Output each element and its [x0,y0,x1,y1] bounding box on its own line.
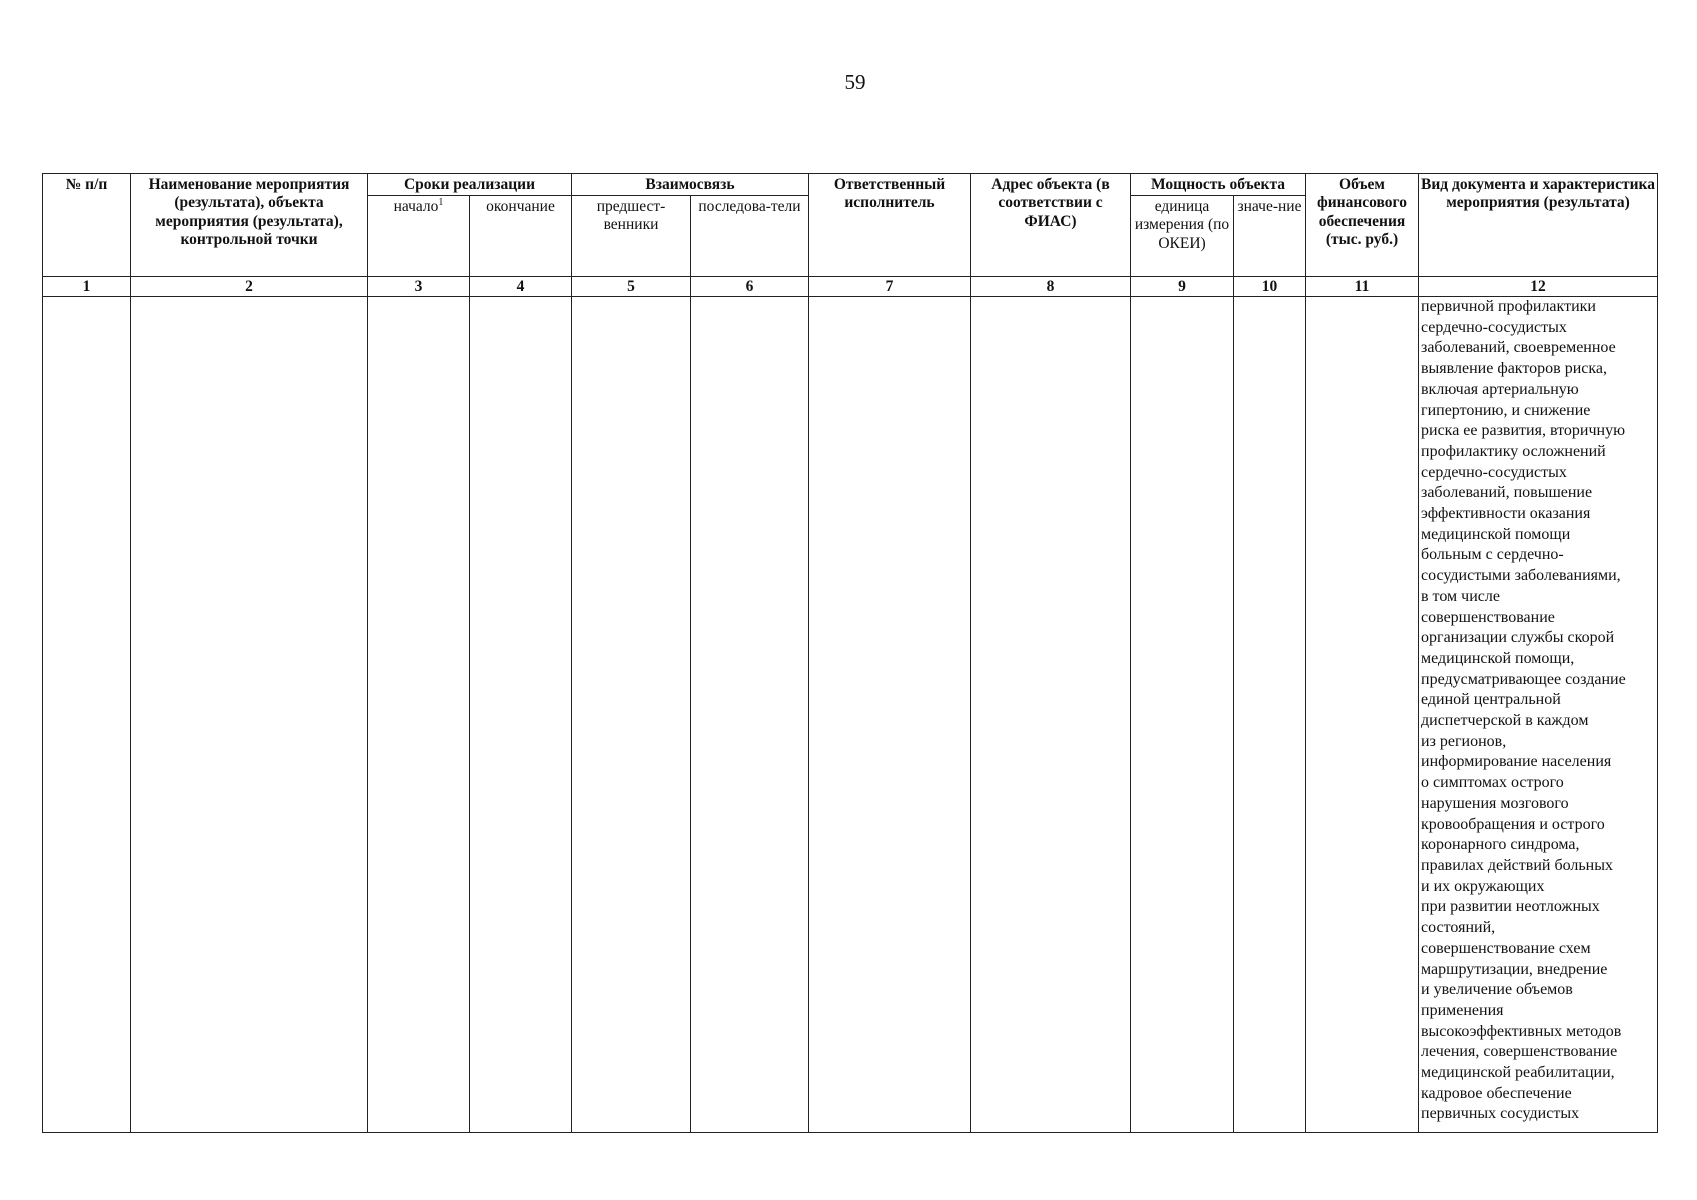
cell-predecessors [572,297,691,1133]
cell-executor [809,297,971,1133]
header-col-end: окончание [470,196,572,277]
cell-unit [1131,297,1234,1133]
cell-funding [1306,297,1419,1133]
description-line: лечения, совершенствование [1421,1043,1618,1061]
column-number: 8 [971,277,1131,297]
cell-name [131,297,368,1133]
description-line: из регионов, [1421,732,1507,750]
description-line: больным с сердечно- [1421,546,1564,564]
description-line: риска ее развития, вторичную [1421,422,1626,440]
header-col-start-label: начало [393,198,439,215]
cell-number [43,297,131,1133]
description-line: коронарного синдрома, [1421,836,1580,854]
description-line: медицинской реабилитации, [1421,1064,1615,1082]
description-line: при развитии неотложных [1421,898,1600,916]
description-line: единой центральной [1421,691,1561,709]
cell-start [368,297,470,1133]
description-line: сосудистыми заболеваниями, [1421,567,1621,585]
cell-document-description [1419,297,1658,1133]
description-line: и их окружающих [1421,877,1545,895]
description-line: и увеличение объемов [1421,981,1573,999]
description-line: сердечно-сосудистых [1421,318,1567,336]
description-line: диспетчерской в каждом [1421,712,1589,730]
header-col-number: № п/п [43,174,131,277]
column-number: 1 [43,277,131,297]
header-col-funding: Объем финансового обеспечения (тыс. руб.) [1306,174,1419,277]
description-line: организации службы скорой [1421,629,1615,647]
measures-table [42,173,1658,1133]
description-line: совершенствование схем [1421,939,1591,957]
description-line: первичной профилактики [1421,298,1596,315]
page-number: 59 [844,70,866,94]
header-group-terms: Сроки реализации [368,174,572,196]
description-line: совершенствование [1421,608,1555,626]
description-line: заболеваний, своевременное [1421,339,1616,357]
column-number: 10 [1234,277,1306,297]
description-line: медицинской помощи [1421,525,1571,543]
description-line: медицинской помощи, [1421,649,1575,667]
header-group-capacity: Мощность объекта [1131,174,1306,196]
column-number: 11 [1306,277,1419,297]
description-line: правилах действий больных [1421,856,1613,874]
description-line: сердечно-сосудистых [1421,463,1567,481]
description-line: состояний, [1421,919,1496,937]
header-col-document: Вид документа и характеристика мероприятия (результата) [1419,174,1658,277]
cell-value [1234,297,1306,1133]
description-line: заболеваний, повышение [1421,484,1593,502]
description-line: применения [1421,1001,1504,1019]
header-group-links: Взаимосвязь [572,174,809,196]
column-number: 12 [1419,277,1658,297]
column-number: 6 [691,277,809,297]
description-line: о симптомах острого [1421,774,1564,792]
header-col-unit: единица измерения (по ОКЕИ) [1131,196,1234,277]
header-col-value: значе-ние [1234,196,1306,277]
column-number: 4 [470,277,572,297]
cell-successors [691,297,809,1133]
cell-address [971,297,1131,1133]
header-col-predecessors: предшест-венники [572,196,691,277]
column-number: 5 [572,277,691,297]
header-col-successors: последова-тели [691,196,809,277]
description-line: профилактику осложнений [1421,442,1606,460]
description-line: первичных сосудистых [1421,1105,1580,1123]
description-line: включая артериальную [1421,380,1579,398]
description-line: выявление факторов риска, [1421,360,1607,378]
table-row [43,297,1658,1133]
header-col-address: Адрес объекта (в соответствии с ФИАС) [971,174,1131,277]
column-numbers-row [43,277,1658,297]
description-line: эффективности оказания [1421,505,1591,523]
description-line: в том числе [1421,587,1500,605]
description-line: информирование населения [1421,753,1612,771]
description-line: предусматривающее создание [1421,670,1626,688]
cell-end [470,297,572,1133]
description-line: маршрутизации, внедрение [1421,960,1608,978]
header-col-name: Наименование мероприятия (результата), объекта мероприятия (результата), контрольной точки [131,174,368,277]
description-line: кровообращения и острого [1421,815,1605,833]
column-number: 7 [809,277,971,297]
description-line: нарушения мозгового [1421,794,1569,812]
column-number: 9 [1131,277,1234,297]
column-number: 2 [131,277,368,297]
description-line: высокоэффективных методов [1421,1022,1622,1040]
column-number: 3 [368,277,470,297]
header-col-start-footnote: 1 [438,196,444,208]
header-col-start [368,196,470,277]
description-line: кадровое обеспечение [1421,1084,1572,1102]
header-col-executor: Ответственный исполнитель [809,174,971,277]
description-line: гипертонию, и снижение [1421,401,1591,419]
